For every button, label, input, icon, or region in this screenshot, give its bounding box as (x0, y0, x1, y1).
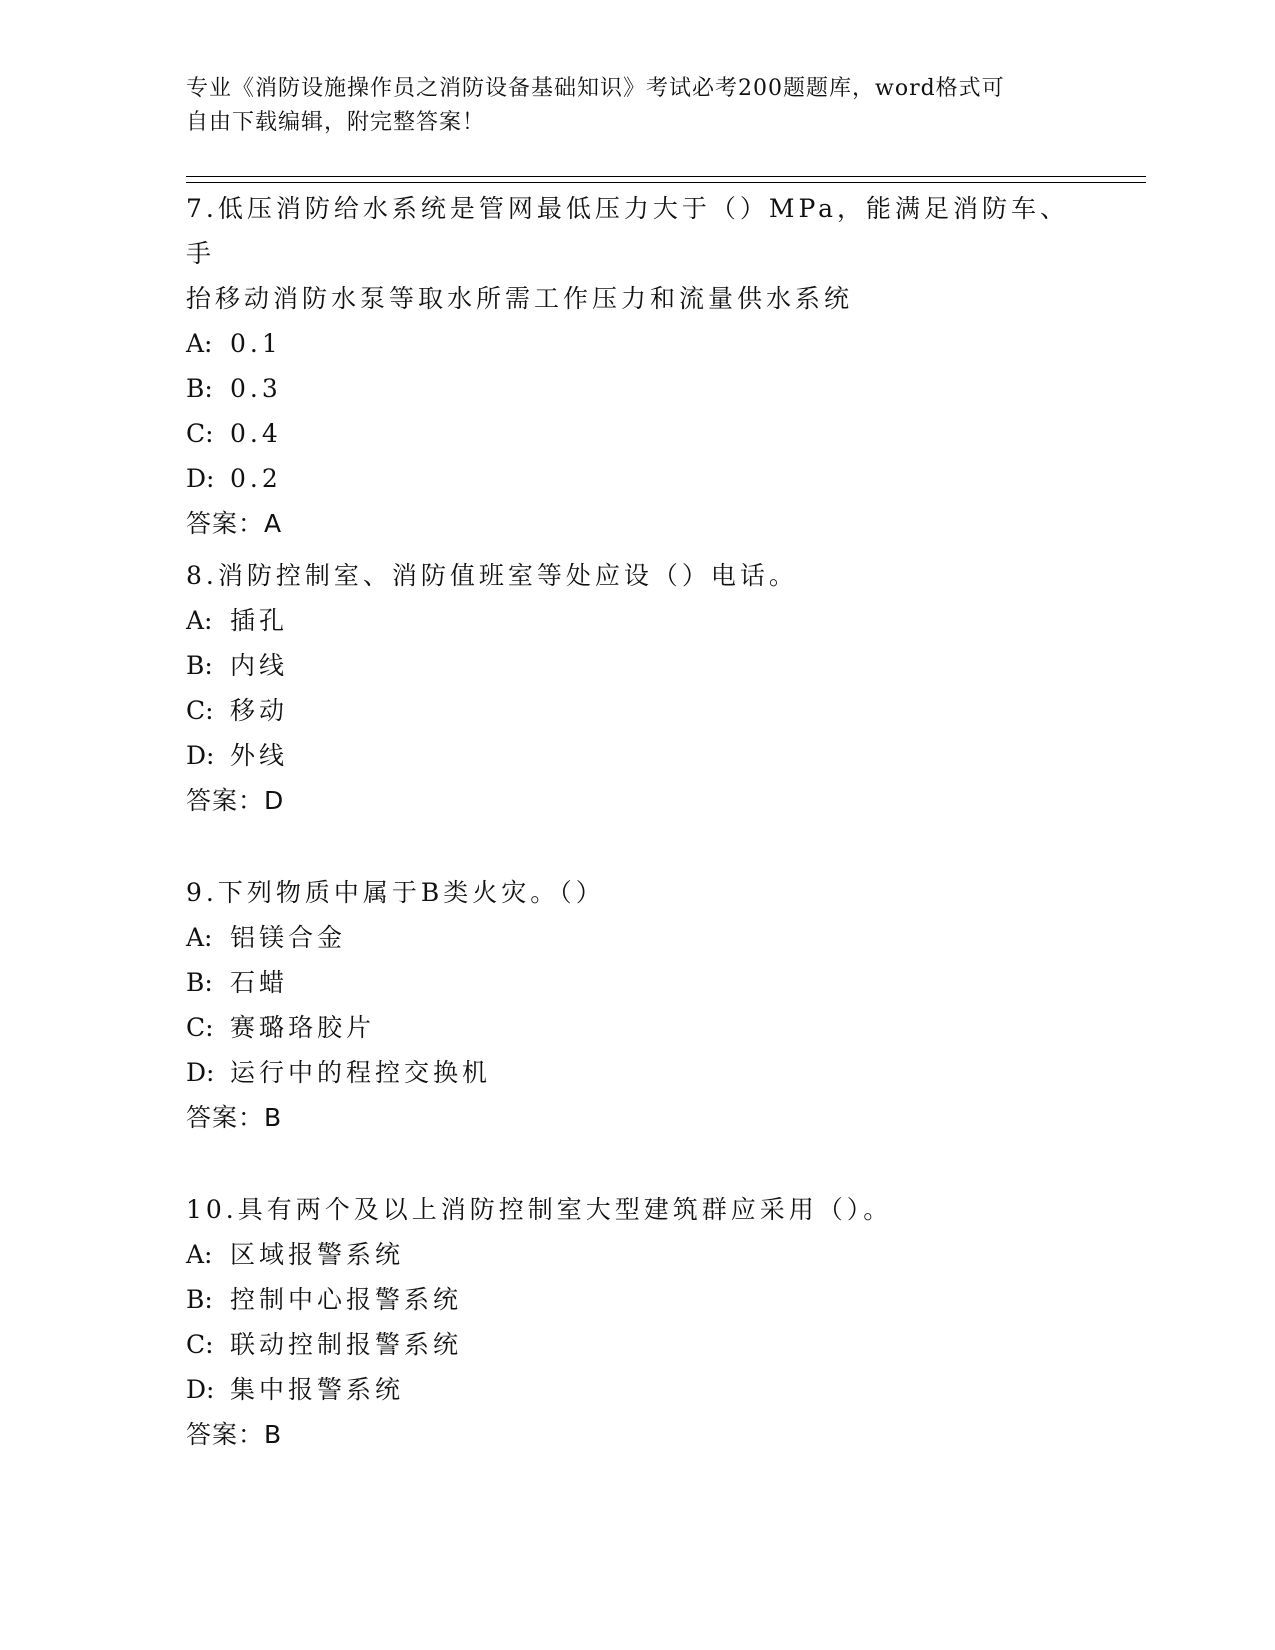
option-text: 运行中的程控交换机 (230, 1058, 492, 1087)
option-label: B: (186, 651, 213, 680)
option-b (186, 643, 1086, 688)
option-text: 控制中心报警系统 (230, 1285, 463, 1314)
option-label: B: (186, 968, 213, 997)
option-text: 联动控制报警系统 (230, 1330, 463, 1359)
option-label: C: (186, 696, 214, 725)
option-text: 内线 (230, 651, 289, 680)
document-header (186, 72, 1066, 140)
question-stem: 7.低压消防给水系统是管网最低压力大于（）MPa，能满足消防车、手 (186, 194, 1070, 268)
header-line-1: 专业《消防设施操作员之消防设备基础知识》考试必考200题题库，word格式可 (186, 76, 1005, 101)
option-label: D: (186, 1058, 215, 1087)
option-label: C: (186, 419, 214, 448)
question-stem: 10.具有两个及以上消防控制室大型建筑群应采用（）。 (186, 1195, 893, 1224)
option-text: 赛璐珞胶片 (230, 1013, 376, 1042)
option-a (186, 321, 1086, 366)
option-label: D: (186, 741, 215, 770)
question-stem-continued: 抬移动消防水泵等取水所需工作压力和流量供水系统 (186, 284, 854, 313)
option-d (186, 1367, 1086, 1412)
answer: 答案：A (186, 509, 283, 538)
option-c (186, 411, 1086, 456)
option-text: 0.2 (230, 464, 282, 493)
option-label: B: (186, 1285, 213, 1314)
option-text: 集中报警系统 (230, 1375, 405, 1404)
option-d (186, 1050, 1086, 1095)
option-text: 石蜡 (230, 968, 289, 997)
option-label: C: (186, 1013, 214, 1042)
option-a (186, 915, 1086, 960)
question-8 (186, 553, 1086, 823)
option-c (186, 1322, 1086, 1367)
option-label: A: (186, 1240, 213, 1269)
question-9 (186, 870, 1086, 1140)
option-label: A: (186, 329, 213, 358)
option-text: 0.3 (230, 374, 282, 403)
option-d (186, 456, 1086, 501)
answer: 答案：B (186, 1103, 283, 1132)
option-text: 插孔 (230, 606, 289, 635)
question-stem: 8.消防控制室、消防值班室等处应设（）电话。 (186, 561, 798, 590)
question-stem: 9.下列物质中属于B类火灾。（） (186, 878, 605, 907)
option-text: 移动 (230, 696, 289, 725)
question-7 (186, 186, 1086, 546)
option-label: D: (186, 1375, 215, 1404)
option-text: 0.1 (230, 329, 282, 358)
option-text: 区域报警系统 (230, 1240, 405, 1269)
option-b (186, 366, 1086, 411)
header-divider-top (186, 176, 1146, 177)
option-a (186, 1232, 1086, 1277)
option-label: A: (186, 606, 213, 635)
answer: 答案：D (186, 786, 285, 815)
option-text: 铝镁合金 (230, 923, 347, 952)
option-c (186, 1005, 1086, 1050)
header-divider-bottom (186, 182, 1146, 183)
option-b (186, 960, 1086, 1005)
option-label: B: (186, 374, 213, 403)
question-10 (186, 1187, 1086, 1457)
option-text: 0.4 (230, 419, 282, 448)
option-label: D: (186, 464, 215, 493)
option-label: A: (186, 923, 213, 952)
option-text: 外线 (230, 741, 289, 770)
option-d (186, 733, 1086, 778)
answer: 答案：B (186, 1420, 283, 1449)
header-line-2: 自由下载编辑，附完整答案！ (186, 110, 486, 135)
option-b (186, 1277, 1086, 1322)
option-a (186, 598, 1086, 643)
option-c (186, 688, 1086, 733)
option-label: C: (186, 1330, 214, 1359)
